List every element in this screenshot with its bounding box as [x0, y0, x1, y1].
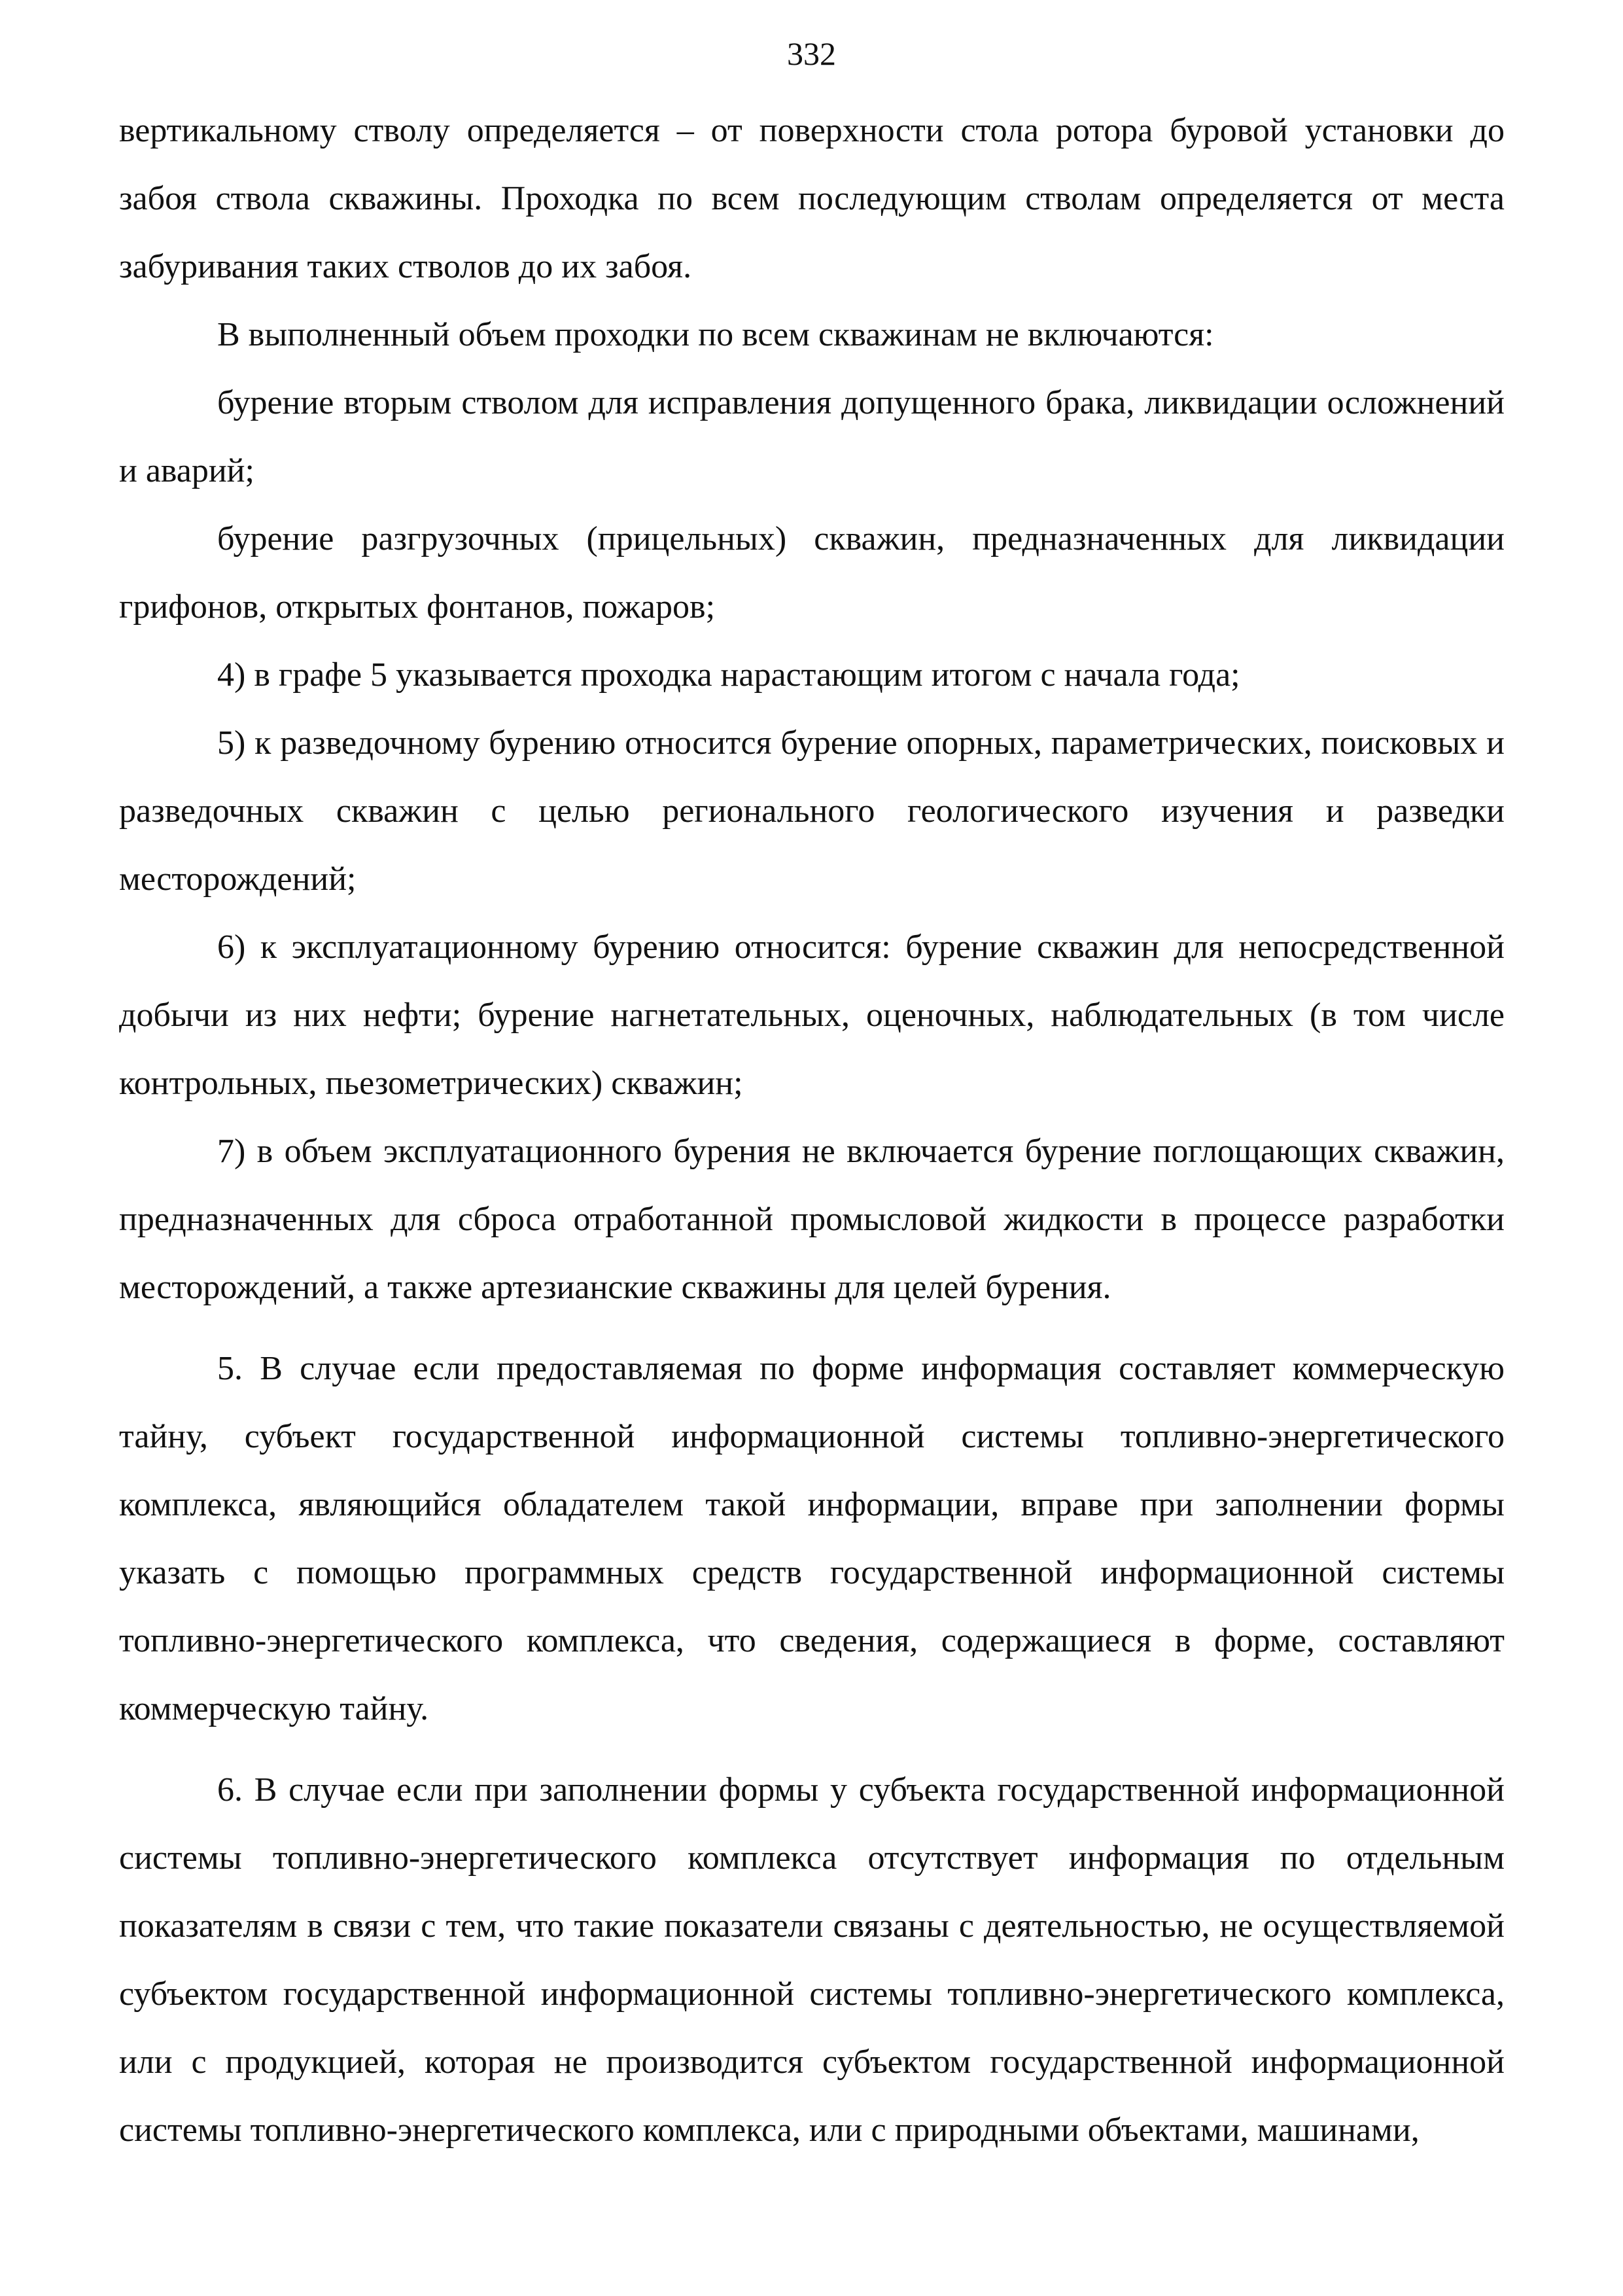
paragraph-8: 7) в объем эксплуатационного бурения не включается бурение поглощающих скважин, предназначенных для сброса отработанной промысловой жидкости в процессе разработки месторождений, а также артезианские скважины для целей бурения. — [119, 1133, 1505, 1306]
paragraph-9: 5. В случае если предоставляемая по форме информация составляет коммерческую тайну, субъект государственной информационной системы топливно-энергетического комплекса, являющийся обладателем такой информации, вправе при заполнении формы указать с помощью программных средств государственной информационной системы топливно-энергетического комплекса, что сведения, содержащиеся в форме, составляют коммерческую тайну. — [119, 1350, 1505, 1727]
paragraph-2: В выполненный объем проходки по всем скважинам не включаются: — [217, 316, 1214, 353]
page-number: 332 — [787, 35, 836, 72]
paragraph-6: 5) к разведочному бурению относится бурение опорных, параметрических, поисковых и разведочных скважин с целью регионального геологического изучения и разведки месторождений; — [119, 724, 1505, 898]
paragraph-4: бурение разгрузочных (прицельных) скважин, предназначенных для ликвидации грифонов, открытых фонтанов, пожаров; — [119, 520, 1505, 626]
paragraph-10: 6. В случае если при заполнении формы у субъекта государственной информационной системы топливно-энергетического комплекса отсутствует информация по отдельным показателям в связи с тем, что такие показатели связаны с деятельностью, не осуществляемой субъектом государственной информационной системы топливно-энергетического комплекса, или с продукцией, которая не производится субъектом государственной информационной системы топливно-энергетического комплекса, или с природными объектами, машинами, — [119, 1771, 1505, 2149]
paragraph-1: вертикальному стволу определяется – от поверхности стола ротора буровой установки до забоя ствола скважины. Проходка по всем последующим стволам определяется от места забуривания таких стволов до их забоя. — [119, 112, 1505, 285]
paragraph-3: бурение вторым стволом для исправления допущенного брака, ликвидации осложнений и аварий; — [119, 384, 1505, 489]
paragraph-7: 6) к эксплуатационному бурению относится: бурение скважин для непосредственной добычи из них нефти; бурение нагнетательных, оценочных, наблюдательных (в том числе контрольных, пьезометрических) скважин; — [119, 928, 1505, 1102]
paragraph-5: 4) в графе 5 указывается проходка нарастающим итогом с начала года; — [217, 656, 1240, 694]
document-body — [119, 97, 1505, 2164]
